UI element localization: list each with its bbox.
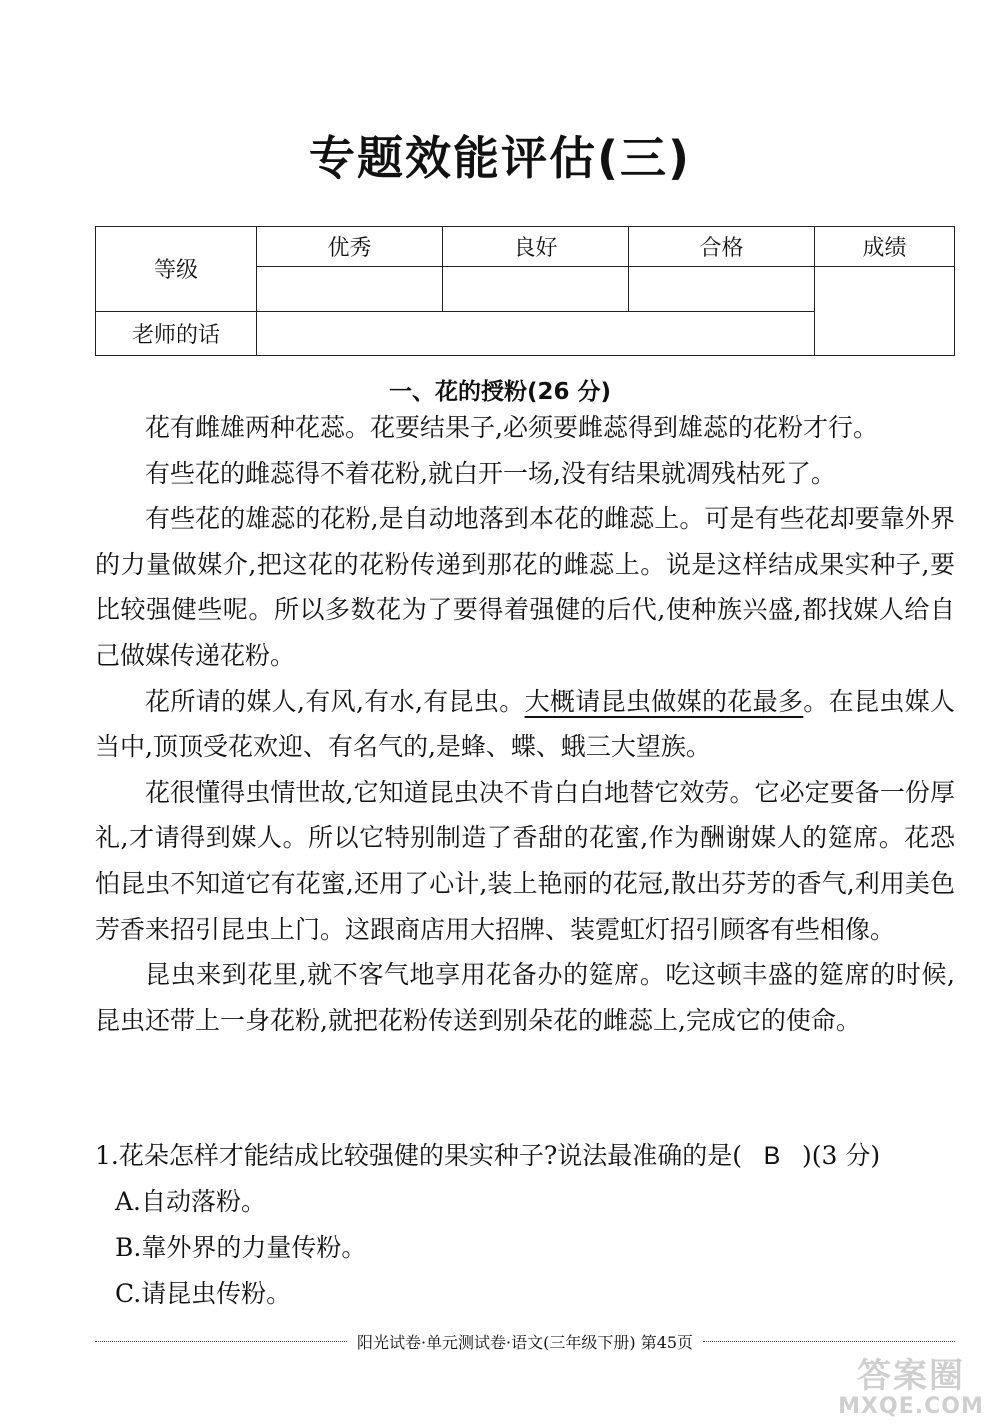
question-1 bbox=[95, 1133, 975, 1317]
level-pass-cell[interactable] bbox=[629, 267, 815, 311]
level-good-cell[interactable] bbox=[443, 267, 629, 311]
teacher-label: 老师的话 bbox=[96, 311, 257, 355]
question-stem bbox=[95, 1133, 975, 1179]
paragraph: 有些花的雄蕊的花粉,是自动地落到本花的雌蕊上。可是有些花却要靠外界的力量做媒介,把这花的花粉传递到那花的雌蕊上。说是这样结成果实种子,要比较强健些呢。所以多数花为了要得着强健的后代,使种族兴盛,都找媒人给自己做媒传递花粉。 bbox=[95, 504, 955, 670]
underlined-sentence: 大概请昆虫做媒的花最多 bbox=[524, 686, 804, 716]
footer-divider bbox=[703, 1341, 955, 1342]
reading-passage bbox=[95, 405, 955, 1043]
option-b[interactable]: B.靠外界的力量传粉。 bbox=[115, 1233, 367, 1262]
answer-blank[interactable]: B bbox=[763, 1142, 781, 1170]
level-excellent: 优秀 bbox=[257, 227, 443, 267]
level-good: 良好 bbox=[443, 227, 629, 267]
teacher-comment-cell[interactable] bbox=[257, 311, 815, 355]
watermark-url: MXQE.COM bbox=[838, 1394, 984, 1419]
level-pass: 合格 bbox=[629, 227, 815, 267]
watermark-text: 答案圈 bbox=[857, 1356, 965, 1396]
watermark-logo bbox=[826, 1358, 996, 1424]
section-heading: 一、花的授粉(26 分) bbox=[388, 379, 612, 405]
question-text: 1.花朵怎样才能结成比较强健的果实种子?说法最准确的是( bbox=[95, 1141, 743, 1170]
paragraph-text: 。在昆虫媒人当中,顶顶受花欢迎、有名气的,是蜂、蝶、蛾三大望族。 bbox=[95, 686, 955, 762]
question-points: )(3 分) bbox=[802, 1141, 881, 1170]
score-cell[interactable] bbox=[815, 267, 955, 356]
paragraph: 花有雌雄两种花蕊。花要结果子,必须要雌蕊得到雄蕊的花粉才行。 bbox=[145, 413, 878, 442]
level-excellent-cell[interactable] bbox=[257, 267, 443, 311]
option-c[interactable]: C.请昆虫传粉。 bbox=[115, 1279, 292, 1308]
grade-label: 等级 bbox=[96, 227, 257, 312]
option-a[interactable]: A.自动落粉。 bbox=[115, 1187, 267, 1216]
paragraph bbox=[95, 679, 955, 770]
paragraph: 昆虫来到花里,就不客气地享用花备办的筵席。吃这顿丰盛的筵席的时候,昆虫还带上一身花粉,就把花粉传送到别朵花的雌蕊上,完成它的使命。 bbox=[95, 960, 955, 1035]
footer-text: 阳光试卷·单元测试卷·语文(三年级下册) 第45页 bbox=[356, 1332, 694, 1352]
paragraph: 有些花的雌蕊得不着花粉,就白开一场,没有结果就凋残枯死了。 bbox=[145, 458, 836, 488]
score-label: 成绩 bbox=[815, 227, 955, 267]
page-title: 专题效能评估(三) bbox=[308, 131, 692, 185]
grade-table bbox=[95, 226, 955, 356]
footer-divider bbox=[95, 1341, 347, 1342]
paragraph: 花很懂得虫情世故,它知道昆虫决不肯白白地替它效劳。它必定要备一份厚礼,才请得到媒人。所以它特别制造了香甜的花蜜,作为酬谢媒人的筵席。花恐怕昆虫不知道它有花蜜,还用了心计,装上艳丽的花冠,散出芬芳的香气,利用美色芳香来招引昆虫上门。这跟商店用大招牌、装霓虹灯招引顾客有些相像。 bbox=[95, 777, 955, 944]
page-footer bbox=[95, 1326, 955, 1356]
paragraph-text: 花所请的媒人,有风,有水,有昆虫。 bbox=[145, 686, 525, 716]
